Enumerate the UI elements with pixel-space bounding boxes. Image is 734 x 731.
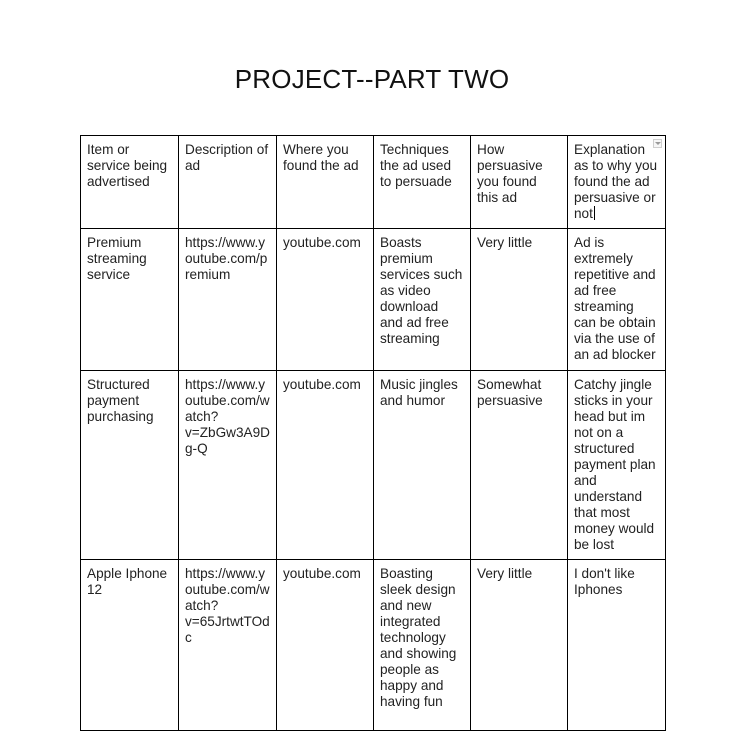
cell-description[interactable]: https://www.youtube.com/premium: [179, 229, 277, 371]
cell-techniques[interactable]: Boasting sleek design and new integrated technology and showing people as happy and having fun: [374, 560, 471, 731]
table-row: [81, 371, 666, 560]
cell-explanation[interactable]: I don't like Iphones: [568, 560, 666, 731]
header-cell-item[interactable]: [81, 136, 179, 229]
cell-item[interactable]: Premium streaming service: [81, 229, 179, 371]
cell-techniques[interactable]: Boasts premium services such as video download and ad free streaming: [374, 229, 471, 371]
header-cell-where[interactable]: [277, 136, 374, 229]
table-header-row: [81, 136, 666, 229]
ad-analysis-table: [80, 135, 666, 731]
cell-description[interactable]: https://www.youtube.com/watch?v=ZbGw3A9Dg-Q: [179, 371, 277, 560]
cell-persuasiveness[interactable]: Somewhat persuasive: [471, 371, 568, 560]
header-cell-description[interactable]: [179, 136, 277, 229]
header-cell-explanation[interactable]: [568, 136, 666, 229]
cell-persuasiveness[interactable]: Very little: [471, 560, 568, 731]
header-cell-techniques[interactable]: [374, 136, 471, 229]
header-label: Where you found the ad: [283, 142, 359, 173]
table-row: [81, 560, 666, 731]
cell-where[interactable]: youtube.com: [277, 371, 374, 560]
header-label: How persuasive you found this ad: [477, 142, 543, 205]
page-title[interactable]: PROJECT--PART TWO: [234, 64, 510, 94]
cell-techniques[interactable]: Music jingles and humor: [374, 371, 471, 560]
table-row: [81, 229, 666, 371]
cell-persuasiveness[interactable]: Very little: [471, 229, 568, 371]
cell-where[interactable]: youtube.com: [277, 560, 374, 731]
cell-item[interactable]: Structured payment purchasing: [81, 371, 179, 560]
header-label: Techniques the ad used to persuade: [380, 142, 452, 189]
cell-item[interactable]: Apple Iphone 12: [81, 560, 179, 731]
header-cell-persuasiveness[interactable]: [471, 136, 568, 229]
cell-explanation[interactable]: Ad is extremely repetitive and ad free streaming can be obtain via the use of an ad blocker: [568, 229, 666, 371]
text-cursor: [594, 206, 595, 220]
header-label: Explanation as to why you found the ad persuasive or not: [574, 142, 658, 221]
column-menu-dropdown-icon[interactable]: [653, 139, 662, 148]
cell-description[interactable]: https://www.youtube.com/watch?v=65JrtwtTOdc: [179, 560, 277, 731]
header-label: Item or service being advertised: [87, 142, 168, 189]
cell-where[interactable]: youtube.com: [277, 229, 374, 371]
header-label: Description of ad: [185, 142, 269, 173]
cell-explanation[interactable]: Catchy jingle sticks in your head but im not on a structured payment plan and understand that most money would be lost: [568, 371, 666, 560]
